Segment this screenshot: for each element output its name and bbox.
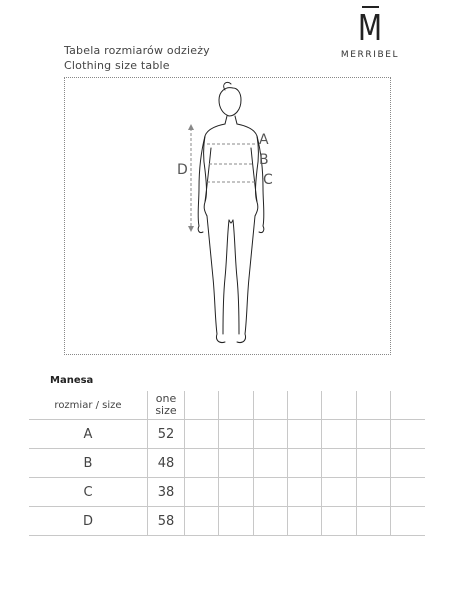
empty-cell [185,391,219,420]
empty-cell [322,507,356,536]
empty-cell [322,478,356,507]
measure-label-a: A [259,132,269,148]
header-label-cell: rozmiar / size [29,391,148,420]
empty-cell [219,478,253,507]
empty-cell [253,391,287,420]
header-size-cell: one size [148,391,185,420]
empty-cell [391,507,425,536]
brand-name: MERRIBEL [340,50,400,60]
brand-logo [330,6,410,60]
empty-cell [185,478,219,507]
empty-cell [288,478,322,507]
empty-cell [322,420,356,449]
empty-cell [219,391,253,420]
title-polish: Tabela rozmiarów odzieży [64,44,210,57]
table-header-row [29,391,425,420]
empty-cell [185,449,219,478]
empty-cell [391,420,425,449]
table-row [29,420,425,449]
empty-cell [356,449,390,478]
empty-cell [253,420,287,449]
empty-cell [356,391,390,420]
empty-cell [356,507,390,536]
empty-cell [322,391,356,420]
empty-cell [219,449,253,478]
empty-cell [253,507,287,536]
title-english: Clothing size table [64,59,170,72]
empty-cell [185,420,219,449]
empty-cell [391,478,425,507]
empty-cell [219,507,253,536]
empty-cell [288,420,322,449]
row-value: 52 [148,420,185,449]
empty-cell [356,478,390,507]
row-value: 48 [148,449,185,478]
empty-cell [288,449,322,478]
body-silhouette-illustration [65,78,392,356]
logo-letter: M [357,8,383,49]
row-label: C [29,478,148,507]
model-name: Manesa [50,375,94,386]
empty-cell [253,449,287,478]
measure-label-b: B [259,152,269,168]
measure-label-c: C [263,172,273,188]
table-row [29,449,425,478]
size-table [29,391,425,536]
empty-cell [356,420,390,449]
row-label: B [29,449,148,478]
row-value: 38 [148,478,185,507]
row-value: 58 [148,507,185,536]
empty-cell [391,449,425,478]
table-row [29,507,425,536]
empty-cell [322,449,356,478]
measurement-figure-box [64,77,391,355]
empty-cell [288,391,322,420]
row-label: A [29,420,148,449]
empty-cell [219,420,253,449]
empty-cell [253,478,287,507]
table-row [29,478,425,507]
empty-cell [288,507,322,536]
empty-cell [185,507,219,536]
measure-label-d: D [177,162,188,178]
row-label: D [29,507,148,536]
empty-cell [391,391,425,420]
